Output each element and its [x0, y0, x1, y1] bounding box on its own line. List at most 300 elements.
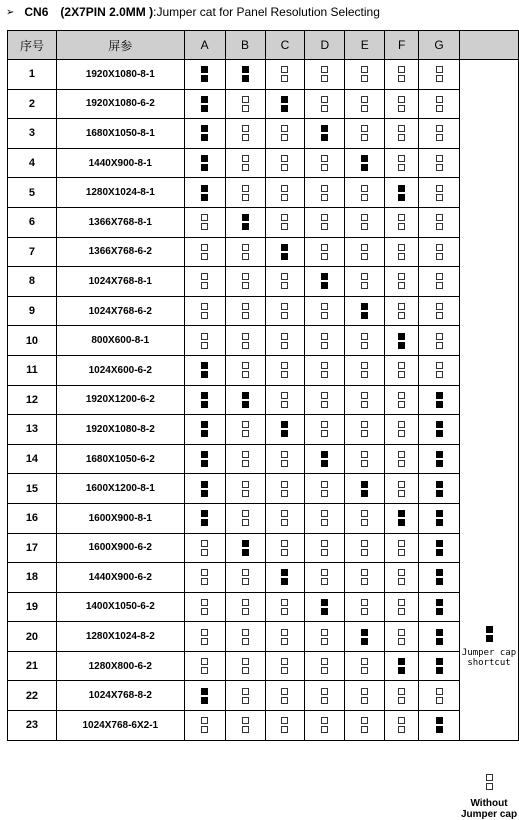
jumper-pin-empty-icon — [242, 697, 249, 704]
jumper-pin-empty-icon — [321, 214, 328, 221]
jumper-pin-filled-icon — [201, 125, 208, 132]
jumper-cell-g — [419, 474, 460, 504]
jumper-pin-empty-icon — [242, 342, 249, 349]
jumper-cell-b — [225, 207, 265, 237]
jumper-pin-filled-icon — [201, 371, 208, 378]
jumper-pin-empty-icon — [321, 333, 328, 340]
jumper-cell-b — [225, 385, 265, 415]
jumper-pin-empty-icon — [321, 96, 328, 103]
jumper-cell-b — [225, 651, 265, 681]
jumper-pin-empty-icon — [281, 362, 288, 369]
jumper-cell-g — [419, 503, 460, 533]
jumper-pin-filled-icon — [201, 510, 208, 517]
jumper-pin-empty-icon — [486, 783, 493, 790]
jumper-pin-filled-icon — [321, 460, 328, 467]
jumper-pin-empty-icon — [242, 194, 249, 201]
table-header-row — [8, 31, 519, 60]
jumper-pin-filled-icon — [436, 430, 443, 437]
resolution-cell: 1024X768-8-1 — [56, 267, 184, 297]
jumper-cell-f — [385, 444, 419, 474]
jumper-cell-a — [184, 148, 225, 178]
jumper-pin-empty-icon — [281, 510, 288, 517]
jumper-pin-empty-icon — [321, 75, 328, 82]
jumper-pin-filled-icon — [281, 569, 288, 576]
row-number: 21 — [8, 651, 57, 681]
jumper-pin-filled-icon — [201, 421, 208, 428]
jumper-cell-d — [305, 503, 345, 533]
jumper-pin-empty-icon — [321, 401, 328, 408]
jumper-pin-empty-icon — [398, 578, 405, 585]
row-number: 4 — [8, 148, 57, 178]
jumper-pin-empty-icon — [398, 164, 405, 171]
row-number: 3 — [8, 119, 57, 149]
row-number: 5 — [8, 178, 57, 208]
jumper-cell-a — [184, 592, 225, 622]
jumper-pin-empty-icon — [436, 244, 443, 251]
jumper-cell-g — [419, 207, 460, 237]
jumper-cell-b — [225, 622, 265, 652]
jumper-cell-c — [265, 119, 305, 149]
jumper-pin-empty-icon — [281, 629, 288, 636]
jumper-pin-empty-icon — [398, 460, 405, 467]
jumper-pin-empty-icon — [436, 688, 443, 695]
jumper-pin-empty-icon — [321, 155, 328, 162]
jumper-cell-a — [184, 622, 225, 652]
jumper-cell-g — [419, 533, 460, 563]
jumper-cell-d — [305, 385, 345, 415]
jumper-pin-filled-icon — [436, 717, 443, 724]
jumper-pin-filled-icon — [201, 362, 208, 369]
jumper-pin-empty-icon — [398, 599, 405, 606]
jumper-pin-empty-icon — [436, 96, 443, 103]
jumper-cell-c — [265, 207, 305, 237]
jumper-pin-empty-icon — [398, 549, 405, 556]
jumper-pin-empty-icon — [436, 223, 443, 230]
jumper-cell-a — [184, 326, 225, 356]
jumper-pin-empty-icon — [281, 371, 288, 378]
jumper-pin-empty-icon — [281, 658, 288, 665]
table-row — [8, 148, 519, 178]
jumper-cell-f — [385, 385, 419, 415]
jumper-pin-empty-icon — [398, 273, 405, 280]
jumper-pin-empty-icon — [321, 303, 328, 310]
jumper-pin-empty-icon — [398, 66, 405, 73]
row-number: 1 — [8, 60, 57, 90]
jumper-cell-c — [265, 326, 305, 356]
jumper-pin-empty-icon — [398, 401, 405, 408]
jumper-cell-g — [419, 681, 460, 711]
jumper-pin-empty-icon — [361, 519, 368, 526]
jumper-pin-empty-icon — [321, 726, 328, 733]
jumper-pin-empty-icon — [201, 303, 208, 310]
col-header-d: D — [305, 31, 345, 60]
jumper-pin-empty-icon — [398, 451, 405, 458]
jumper-pin-empty-icon — [361, 726, 368, 733]
table-row — [8, 474, 519, 504]
jumper-cell-e — [345, 622, 385, 652]
jumper-pin-filled-icon — [201, 519, 208, 526]
jumper-pin-filled-icon — [361, 481, 368, 488]
table-row — [8, 89, 519, 119]
jumper-pin-empty-icon — [242, 608, 249, 615]
jumper-cell-b — [225, 444, 265, 474]
jumper-pin-filled-icon — [436, 460, 443, 467]
jumper-pin-empty-icon — [361, 342, 368, 349]
table-row — [8, 592, 519, 622]
resolution-cell: 1024X600-6-2 — [56, 355, 184, 385]
jumper-cell-g — [419, 296, 460, 326]
jumper-pin-empty-icon — [281, 185, 288, 192]
jumper-pin-empty-icon — [436, 312, 443, 319]
row-number: 22 — [8, 681, 57, 711]
resolution-cell: 1920X1080-8-1 — [56, 60, 184, 90]
resolution-cell: 1024X768-8-2 — [56, 681, 184, 711]
jumper-pin-empty-icon — [361, 185, 368, 192]
jumper-pin-filled-icon — [398, 667, 405, 674]
jumper-pin-empty-icon — [361, 75, 368, 82]
jumper-cell-c — [265, 622, 305, 652]
jumper-pin-empty-icon — [321, 578, 328, 585]
jumper-pin-empty-icon — [242, 688, 249, 695]
connector-spec: (2X7PIN 2.0MM ) — [60, 5, 154, 19]
jumper-cell-d — [305, 651, 345, 681]
jumper-cell-f — [385, 711, 419, 741]
jumper-cell-f — [385, 415, 419, 445]
header-separator: : — [153, 5, 157, 19]
jumper-pin-empty-icon — [242, 303, 249, 310]
jumper-pin-empty-icon — [398, 608, 405, 615]
jumper-pin-empty-icon — [281, 401, 288, 408]
jumper-pin-empty-icon — [321, 510, 328, 517]
jumper-pin-empty-icon — [361, 599, 368, 606]
jumper-pin-filled-icon — [361, 638, 368, 645]
jumper-cell-f — [385, 592, 419, 622]
jumper-pin-empty-icon — [321, 223, 328, 230]
jumper-pin-empty-icon — [321, 164, 328, 171]
jumper-pin-empty-icon — [281, 282, 288, 289]
jumper-pin-empty-icon — [281, 599, 288, 606]
jumper-pin-empty-icon — [321, 421, 328, 428]
jumper-pin-empty-icon — [242, 481, 249, 488]
jumper-pin-empty-icon — [201, 608, 208, 615]
jumper-pin-empty-icon — [281, 608, 288, 615]
jumper-pin-filled-icon — [281, 578, 288, 585]
jumper-cell-b — [225, 178, 265, 208]
arrow-icon: ➢ — [6, 6, 15, 18]
jumper-cell-e — [345, 296, 385, 326]
jumper-pin-filled-icon — [281, 421, 288, 428]
jumper-cell-d — [305, 474, 345, 504]
jumper-pin-empty-icon — [281, 303, 288, 310]
jumper-pin-empty-icon — [321, 717, 328, 724]
jumper-cell-d — [305, 60, 345, 90]
jumper-pin-empty-icon — [398, 125, 405, 132]
jumper-pin-filled-icon — [398, 194, 405, 201]
row-number: 7 — [8, 237, 57, 267]
connector-name: CN6 — [24, 5, 49, 19]
jumper-cell-a — [184, 89, 225, 119]
legend-cell — [460, 60, 519, 820]
jumper-cell-c — [265, 296, 305, 326]
jumper-cell-a — [184, 178, 225, 208]
jumper-pin-empty-icon — [281, 519, 288, 526]
jumper-pin-empty-icon — [242, 667, 249, 674]
jumper-cell-e — [345, 60, 385, 90]
row-number: 20 — [8, 622, 57, 652]
jumper-cell-f — [385, 326, 419, 356]
jumper-pin-empty-icon — [361, 717, 368, 724]
jumper-cell-d — [305, 237, 345, 267]
jumper-pin-empty-icon — [361, 362, 368, 369]
jumper-pin-empty-icon — [281, 194, 288, 201]
jumper-cell-c — [265, 89, 305, 119]
row-number: 6 — [8, 207, 57, 237]
jumper-cell-a — [184, 385, 225, 415]
table-row — [8, 267, 519, 297]
jumper-cell-a — [184, 681, 225, 711]
jumper-cell-c — [265, 415, 305, 445]
jumper-pin-empty-icon — [281, 540, 288, 547]
jumper-pin-empty-icon — [281, 342, 288, 349]
jumper-cell-d — [305, 326, 345, 356]
jumper-pin-empty-icon — [436, 66, 443, 73]
jumper-pin-empty-icon — [321, 244, 328, 251]
jumper-pin-empty-icon — [321, 638, 328, 645]
jumper-pin-empty-icon — [436, 333, 443, 340]
jumper-pin-empty-icon — [436, 282, 443, 289]
jumper-pin-empty-icon — [436, 342, 443, 349]
jumper-pin-empty-icon — [361, 282, 368, 289]
jumper-pin-filled-icon — [398, 658, 405, 665]
row-number: 16 — [8, 503, 57, 533]
jumper-pin-empty-icon — [398, 312, 405, 319]
resolution-cell: 1600X900-6-2 — [56, 533, 184, 563]
jumper-cell-d — [305, 711, 345, 741]
jumper-cell-c — [265, 533, 305, 563]
jumper-pin-empty-icon — [361, 688, 368, 695]
jumper-pin-empty-icon — [398, 540, 405, 547]
jumper-cell-g — [419, 148, 460, 178]
jumper-cell-a — [184, 474, 225, 504]
jumper-pin-filled-icon — [436, 629, 443, 636]
jumper-pin-empty-icon — [281, 481, 288, 488]
jumper-pin-empty-icon — [361, 578, 368, 585]
jumper-pin-filled-icon — [361, 155, 368, 162]
jumper-pin-filled-icon — [321, 608, 328, 615]
jumper-cell-g — [419, 119, 460, 149]
jumper-pin-filled-icon — [201, 96, 208, 103]
legend-shortcut — [460, 626, 518, 668]
jumper-cell-d — [305, 563, 345, 593]
col-header-f: F — [385, 31, 419, 60]
jumper-pin-empty-icon — [242, 430, 249, 437]
jumper-pin-empty-icon — [321, 194, 328, 201]
table-row — [8, 207, 519, 237]
jumper-pin-filled-icon — [201, 185, 208, 192]
jumper-pin-empty-icon — [321, 430, 328, 437]
jumper-cell-a — [184, 60, 225, 90]
jumper-cell-e — [345, 385, 385, 415]
jumper-pin-empty-icon — [361, 540, 368, 547]
table-row — [8, 326, 519, 356]
jumper-cell-d — [305, 415, 345, 445]
jumper-cell-f — [385, 563, 419, 593]
jumper-cell-b — [225, 267, 265, 297]
row-number: 8 — [8, 267, 57, 297]
table-row — [8, 60, 519, 90]
row-number: 10 — [8, 326, 57, 356]
jumper-pin-empty-icon — [281, 717, 288, 724]
jumper-pin-filled-icon — [436, 392, 443, 399]
jumper-pin-filled-icon — [242, 223, 249, 230]
jumper-pin-empty-icon — [398, 96, 405, 103]
jumper-pin-empty-icon — [242, 273, 249, 280]
jumper-pin-empty-icon — [321, 66, 328, 73]
jumper-cell-a — [184, 503, 225, 533]
jumper-cell-d — [305, 533, 345, 563]
jumper-pin-empty-icon — [201, 214, 208, 221]
jumper-pin-filled-icon — [486, 635, 493, 642]
jumper-cell-g — [419, 592, 460, 622]
jumper-pin-empty-icon — [436, 273, 443, 280]
jumper-pin-empty-icon — [321, 342, 328, 349]
legend-shortcut-label: Jumper cap shortcut — [461, 647, 517, 668]
jumper-pin-empty-icon — [242, 638, 249, 645]
jumper-pin-filled-icon — [242, 75, 249, 82]
jumper-pin-empty-icon — [281, 460, 288, 467]
jumper-cell-e — [345, 681, 385, 711]
jumper-cell-d — [305, 355, 345, 385]
jumper-pin-filled-icon — [242, 66, 249, 73]
jumper-pin-empty-icon — [436, 303, 443, 310]
jumper-cell-c — [265, 681, 305, 711]
jumper-cell-e — [345, 444, 385, 474]
jumper-cell-d — [305, 119, 345, 149]
jumper-cell-b — [225, 148, 265, 178]
jumper-pin-empty-icon — [436, 194, 443, 201]
jumper-cell-e — [345, 178, 385, 208]
jumper-pin-empty-icon — [361, 667, 368, 674]
jumper-cell-f — [385, 503, 419, 533]
jumper-cell-d — [305, 444, 345, 474]
jumper-pin-empty-icon — [361, 608, 368, 615]
jumper-pin-empty-icon — [398, 481, 405, 488]
jumper-pin-empty-icon — [361, 223, 368, 230]
row-number: 19 — [8, 592, 57, 622]
col-header-a: A — [184, 31, 225, 60]
col-header-legend — [460, 31, 519, 60]
jumper-pin-empty-icon — [436, 214, 443, 221]
jumper-pin-filled-icon — [361, 312, 368, 319]
jumper-cell-g — [419, 651, 460, 681]
row-number: 14 — [8, 444, 57, 474]
jumper-pin-empty-icon — [361, 105, 368, 112]
jumper-pin-empty-icon — [321, 667, 328, 674]
jumper-cell-e — [345, 119, 385, 149]
jumper-cell-a — [184, 563, 225, 593]
jumper-pin-empty-icon — [201, 638, 208, 645]
jumper-pin-empty-icon — [321, 105, 328, 112]
jumper-cell-b — [225, 119, 265, 149]
jumper-pin-empty-icon — [242, 578, 249, 585]
jumper-pin-empty-icon — [361, 451, 368, 458]
resolution-cell: 1440X900-6-2 — [56, 563, 184, 593]
jumper-pin-empty-icon — [201, 569, 208, 576]
jumper-pin-empty-icon — [361, 658, 368, 665]
jumper-pin-filled-icon — [321, 282, 328, 289]
jumper-cell-f — [385, 681, 419, 711]
jumper-pin-empty-icon — [361, 273, 368, 280]
jumper-cell-e — [345, 207, 385, 237]
jumper-pin-empty-icon — [242, 125, 249, 132]
jumper-pin-empty-icon — [398, 717, 405, 724]
jumper-pin-filled-icon — [321, 125, 328, 132]
jumper-pin-empty-icon — [398, 490, 405, 497]
jumper-cell-c — [265, 444, 305, 474]
jumper-cell-c — [265, 503, 305, 533]
jumper-pin-filled-icon — [201, 66, 208, 73]
table-row — [8, 178, 519, 208]
jumper-cell-c — [265, 711, 305, 741]
col-header-no: 序号 — [8, 31, 57, 60]
jumper-cell-b — [225, 681, 265, 711]
jumper-cell-b — [225, 474, 265, 504]
table-row — [8, 622, 519, 652]
jumper-pin-empty-icon — [281, 155, 288, 162]
jumper-pin-empty-icon — [321, 392, 328, 399]
jumper-pin-filled-icon — [242, 401, 249, 408]
jumper-pin-empty-icon — [398, 223, 405, 230]
jumper-pin-empty-icon — [321, 253, 328, 260]
jumper-pin-empty-icon — [361, 392, 368, 399]
jumper-pin-empty-icon — [436, 362, 443, 369]
jumper-pin-empty-icon — [281, 490, 288, 497]
jumper-pin-empty-icon — [242, 96, 249, 103]
jumper-pin-empty-icon — [436, 371, 443, 378]
jumper-pin-empty-icon — [242, 717, 249, 724]
jumper-pin-empty-icon — [361, 244, 368, 251]
jumper-pin-empty-icon — [398, 697, 405, 704]
table-row — [8, 415, 519, 445]
table-row — [8, 563, 519, 593]
jumper-cell-b — [225, 711, 265, 741]
jumper-pin-empty-icon — [398, 362, 405, 369]
jumper-cell-g — [419, 415, 460, 445]
resolution-cell: 1680X1050-6-2 — [56, 444, 184, 474]
jumper-cell-e — [345, 148, 385, 178]
resolution-cell: 800X600-8-1 — [56, 326, 184, 356]
jumper-cell-d — [305, 207, 345, 237]
resolution-cell: 1280X800-6-2 — [56, 651, 184, 681]
jumper-pin-empty-icon — [201, 282, 208, 289]
jumper-pin-filled-icon — [201, 697, 208, 704]
jumper-pin-empty-icon — [398, 105, 405, 112]
jumper-pin-empty-icon — [361, 460, 368, 467]
jumper-cell-d — [305, 592, 345, 622]
jumper-pin-empty-icon — [242, 460, 249, 467]
jumper-pin-filled-icon — [436, 540, 443, 547]
row-number: 18 — [8, 563, 57, 593]
jumper-pin-empty-icon — [242, 629, 249, 636]
jumper-pin-empty-icon — [361, 421, 368, 428]
jumper-cell-g — [419, 237, 460, 267]
jumper-cell-a — [184, 296, 225, 326]
jumper-pin-empty-icon — [281, 273, 288, 280]
jumper-pin-empty-icon — [361, 194, 368, 201]
jumper-pin-empty-icon — [281, 333, 288, 340]
jumper-cell-b — [225, 296, 265, 326]
jumper-pin-empty-icon — [398, 726, 405, 733]
